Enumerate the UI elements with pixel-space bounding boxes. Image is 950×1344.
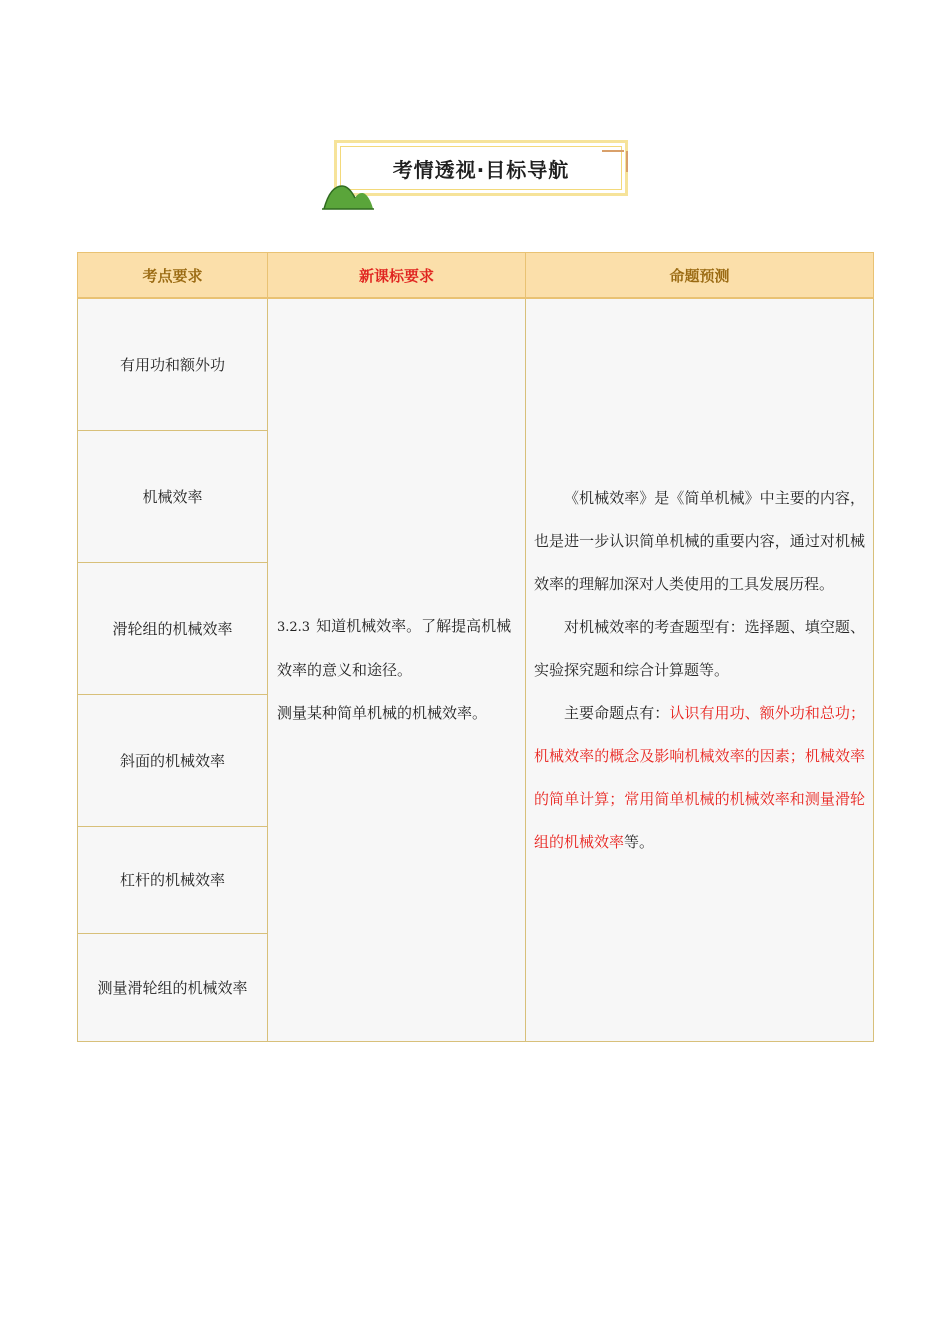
topic-cell: 杠杆的机械效率 [78, 826, 268, 934]
prediction-highlight: 认识有用功、额外功和总功；机械效率的概念及影响机械效率的因素；机械效率的简单计算；常用简单机械的机械效率和测量滑轮组的机械效率 [534, 703, 865, 851]
exam-overview-table [77, 252, 874, 1042]
section-banner [322, 140, 640, 212]
header-prediction: 命题预测 [526, 253, 874, 299]
curriculum-text-2: 测量某种简单机械的机械效率。 [277, 704, 488, 722]
header-topic-requirement: 考点要求 [78, 253, 268, 299]
prediction-paragraph-1: 《机械效率》是《简单机械》中主要的内容，也是进一步认识简单机械的重要内容，通过对机械效率的理解加深对人类使用的工具发展历程。 [534, 488, 865, 593]
prediction-lead: 主要命题点有： [564, 703, 670, 722]
hill-icon [322, 180, 374, 210]
table-header-row [78, 253, 874, 299]
table-row [78, 298, 874, 430]
topic-cell: 有用功和额外功 [78, 298, 268, 430]
curriculum-requirement: 知道机械效率。了解提高机械效率的意义和途径。 [277, 617, 512, 679]
prediction-paragraph-3 [534, 692, 865, 864]
curriculum-code: 3.2.3 [277, 620, 311, 635]
topic-cell: 机械效率 [78, 430, 268, 562]
banner-title: 考情透视·目标导航 [392, 158, 570, 182]
topic-cell: 滑轮组的机械效率 [78, 562, 268, 694]
prediction-tail: 等。 [624, 832, 655, 851]
curriculum-cell [268, 298, 526, 1042]
header-new-curriculum: 新课标要求 [268, 253, 526, 299]
topic-cell: 斜面的机械效率 [78, 694, 268, 826]
curriculum-text-1 [277, 605, 517, 692]
prediction-cell [526, 298, 874, 1042]
prediction-paragraph-2: 对机械效率的考查题型有：选择题、填空题、实验探究题和综合计算题等。 [534, 617, 865, 679]
topic-cell: 测量滑轮组的机械效率 [78, 934, 268, 1042]
